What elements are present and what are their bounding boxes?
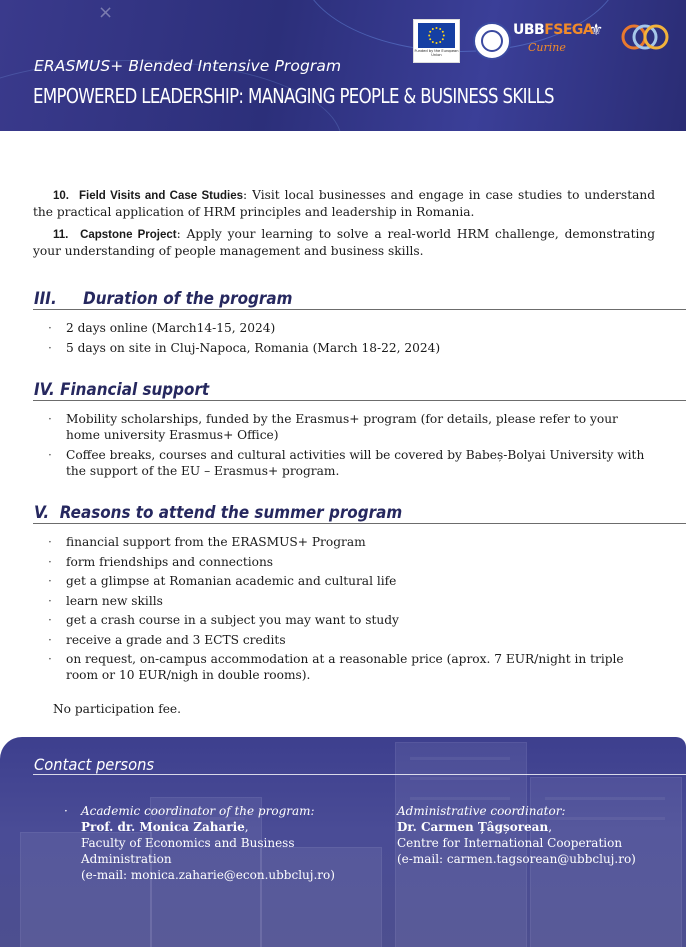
list-item: · on request, on-campus accommodation at a reasonable price (aprox. 7 EUR/night in triple room or 10 EUR/nigh in double rooms). bbox=[0, 651, 686, 683]
eu-caption: Funded by the European Union bbox=[414, 49, 459, 58]
curine-script-logo: Curine bbox=[528, 41, 566, 54]
list-item: · form friendships and connections bbox=[0, 554, 686, 570]
coordinator-email[interactable]: (e-mail: carmen.tagsorean@ubbcluj.ro) bbox=[397, 852, 636, 866]
academic-coordinator bbox=[81, 803, 341, 883]
eu-flag-icon bbox=[418, 23, 455, 48]
coordinator-affiliation: Administration bbox=[81, 852, 172, 866]
item-text: : Visit local businesses and engage in case studies to understand the practical application of HRM principles and leadership in Romania. bbox=[33, 188, 656, 219]
section-divider bbox=[33, 309, 686, 310]
coordinator-name: Prof. dr. Monica Zaharie bbox=[81, 820, 245, 834]
section-heading-financial: IV. Financial support bbox=[34, 380, 210, 399]
ubbfsega-logo bbox=[513, 22, 593, 38]
program-title: EMPOWERED LEADERSHIP: MANAGING PEOPLE & BUSINESS SKILLS bbox=[33, 84, 554, 108]
administrative-coordinator bbox=[397, 803, 667, 867]
item-label: Field Visits and Case Studies bbox=[78, 190, 244, 202]
contact-footer bbox=[0, 737, 686, 947]
ubb-logo-text: UBB bbox=[513, 22, 545, 38]
window-strip bbox=[410, 757, 510, 760]
contact-heading: Contact persons bbox=[34, 755, 155, 774]
list-item: · 5 days on site in Cluj-Napoca, Romania (March 18-22, 2024) bbox=[0, 340, 686, 356]
list-item bbox=[33, 226, 655, 259]
item-label: Capstone Project bbox=[80, 229, 177, 241]
duration-list bbox=[0, 320, 686, 359]
contact-divider bbox=[33, 774, 686, 775]
list-item: · receive a grade and 3 ECTS credits bbox=[0, 632, 686, 648]
list-item: · Coffee breaks, courses and cultural activities will be covered by Babeș-Bolyai University with the support of the EU – Erasmus+ program. bbox=[0, 447, 686, 479]
list-item: · Mobility scholarships, funded by the Erasmus+ program (for details, please refer to your home university Erasmus+ Office) bbox=[0, 411, 686, 443]
list-item: · financial support from the ERASMUS+ Program bbox=[0, 534, 686, 550]
coordinator-name-line: Prof. dr. Monica Zaharie, bbox=[81, 820, 249, 834]
coordinator-name-line: Dr. Carmen Țâgșorean, bbox=[397, 820, 553, 834]
list-item: · learn new skills bbox=[0, 593, 686, 609]
section-heading-reasons: V. Reasons to attend the summer program bbox=[34, 503, 403, 522]
reasons-list bbox=[0, 534, 686, 687]
coordinator-role: Academic coordinator of the program: bbox=[81, 804, 315, 818]
window-strip bbox=[545, 797, 665, 800]
coordinator-name: Dr. Carmen Țâgșorean bbox=[397, 820, 549, 834]
financial-list bbox=[0, 411, 686, 482]
coordinator-affiliation: Centre for International Cooperation bbox=[397, 836, 623, 850]
header-banner bbox=[0, 0, 686, 131]
list-item: · get a glimpse at Romanian academic and cultural life bbox=[0, 573, 686, 589]
university-seal-logo bbox=[473, 22, 511, 60]
bullet-dot: · bbox=[64, 804, 68, 818]
item-number: 11. bbox=[53, 229, 69, 241]
section-heading-duration: III. Duration of the program bbox=[34, 289, 293, 308]
item-text: : Apply your learning to solve a real-world HRM challenge, demonstrating your understanding of people management and business skills. bbox=[33, 227, 656, 258]
list-item bbox=[33, 187, 655, 220]
list-item: · get a crash course in a subject you may want to study bbox=[0, 612, 686, 628]
section-divider bbox=[33, 400, 686, 401]
window-strip bbox=[410, 797, 510, 800]
crest-icon: ⚜ bbox=[589, 20, 604, 39]
eu-stars-icon bbox=[418, 23, 455, 48]
window-strip bbox=[410, 777, 510, 780]
fsega-logo-text: FSEGA bbox=[544, 22, 594, 38]
cooperation-rings-logo bbox=[620, 19, 670, 55]
program-subtitle: ERASMUS+ Blended Intensive Program bbox=[34, 57, 342, 75]
decorative-cross-icon: × bbox=[98, 2, 114, 23]
no-fee-note: No participation fee. bbox=[53, 702, 182, 716]
coordinator-role: Administrative coordinator: bbox=[397, 804, 566, 818]
item-number: 10. bbox=[53, 190, 69, 202]
coordinator-email[interactable]: (e-mail: monica.zaharie@econ.ubbcluj.ro) bbox=[81, 868, 335, 882]
list-item: · 2 days online (March14-15, 2024) bbox=[0, 320, 686, 336]
section-divider bbox=[33, 523, 686, 524]
eu-funding-logo bbox=[413, 19, 460, 63]
coordinator-affiliation: Faculty of Economics and Business bbox=[81, 836, 295, 850]
